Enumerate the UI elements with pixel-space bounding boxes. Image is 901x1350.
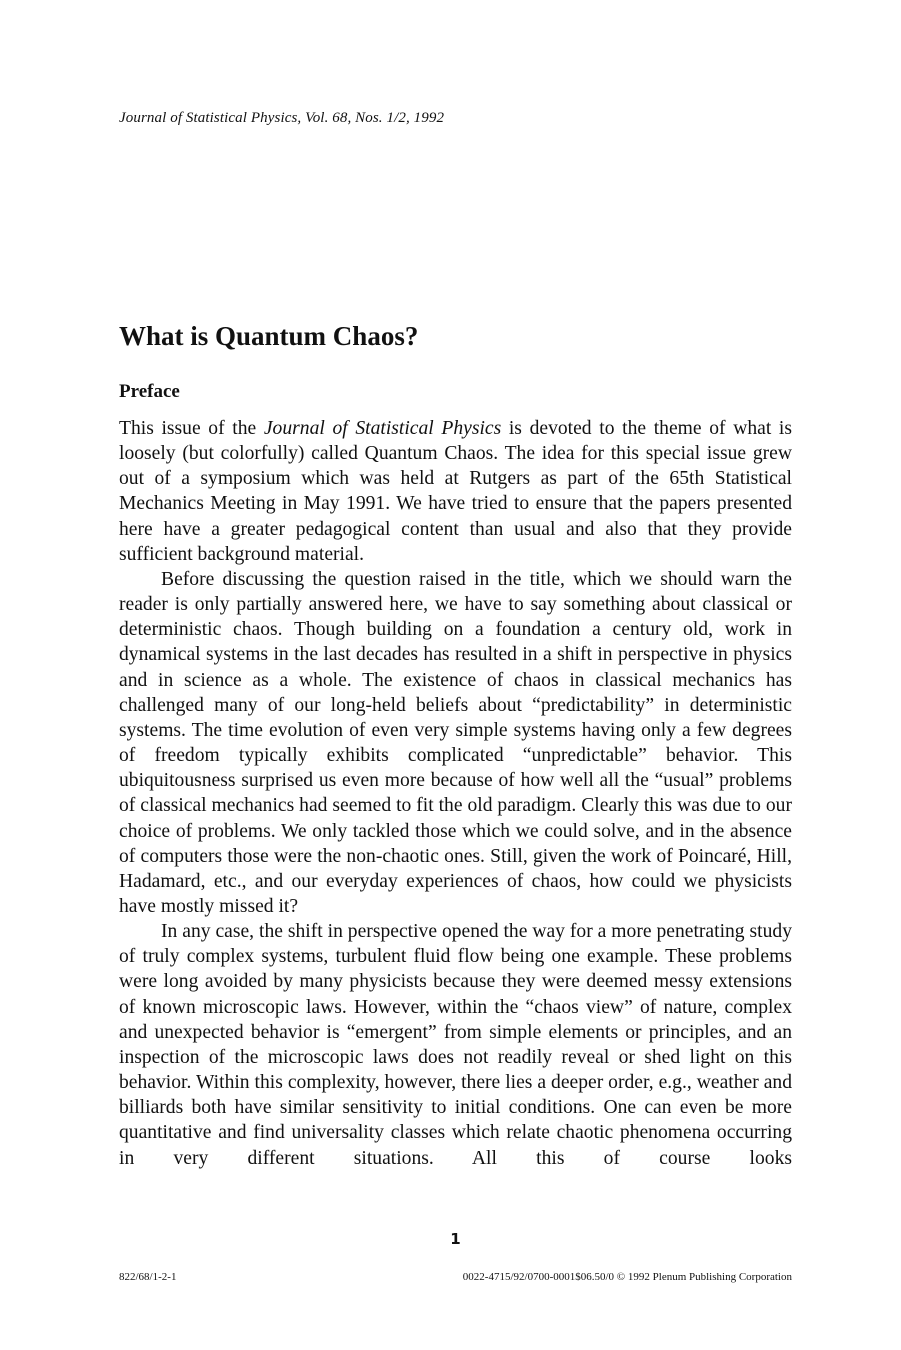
paragraph-3: In any case, the shift in perspective opened the way for a more penetrating study of truly complex systems, turbulent fluid flow being one example. These problems were long avoided by many physicists because they were deemed messy extensions of known microscopic laws. However, within the “chaos view” of nature, complex and unexpected behavior is “emergent” from simple elements or principles, and an inspection of the microscopic laws does not readily reveal or shed light on this behavior. Within this complexity, however, there lies a deeper order, e.g., weather and billiards both have similar sensitivity to initial conditions. One can even be more quantitative and find universality classes which relate chaotic phenomena occurring in very different situations. All this of course looks: [119, 921, 792, 1169]
section-heading-preface: Preface: [119, 381, 180, 402]
journal-citation: Journal of Statistical Physics, Vol. 68, Nos. 1/2, 1992: [119, 110, 445, 126]
paragraph-1-lead: This issue of the: [119, 418, 264, 439]
paragraph-2: Before discussing the question raised in the title, which we should warn the reader is only partially answered here, we have to say something about classical or deterministic chaos. Though building on a foundation a century old, work in dynamical systems in the last decades has resulted in a shift in perspective in physics and in science as a whole. The existence of chaos in classical mechanics has challenged many of our long-held beliefs about “predictability” in deterministic systems. The time evolution of even very simple systems having only a few degrees of freedom typically exhibits complicated “unpredictable” behavior. This ubiquitousness surprised us even more because of how well all the “usual” problems of classical mechanics had seemed to fit the old paradigm. Clearly this was due to our choice of problems. We only tackled those which we could solve, and in the absence of computers those were the non-chaotic ones. Still, given the work of Poincaré, Hill, Hadamard, etc., and our everyday experiences of chaos, how could we physicists have mostly missed it?: [119, 568, 792, 917]
footer-copyright: 0022-4715/92/0700-0001$06.50/0 © 1992 Plenum Publishing Corporation: [462, 1271, 792, 1283]
paragraph-1-rest: is devoted to the theme of what is loosely (but colorfully) called Quantum Chaos. The idea for this special issue grew out of a symposium which was held at Rutgers as part of the 65th Statistical Mechanics Meeting in May 1991. We have tried to ensure that the papers presented here have a greater pedagogical content than usual and also that they provide sufficient background material.: [119, 418, 792, 565]
paragraph-1: [119, 416, 792, 567]
article-title: What is Quantum Chaos?: [119, 321, 419, 351]
page-number: 1: [450, 1230, 461, 1248]
article-body: [119, 416, 792, 1171]
footer-article-code: 822/68/1-2-1: [119, 1271, 177, 1283]
journal-name-italic: Journal of Statistical Physics: [263, 418, 502, 439]
